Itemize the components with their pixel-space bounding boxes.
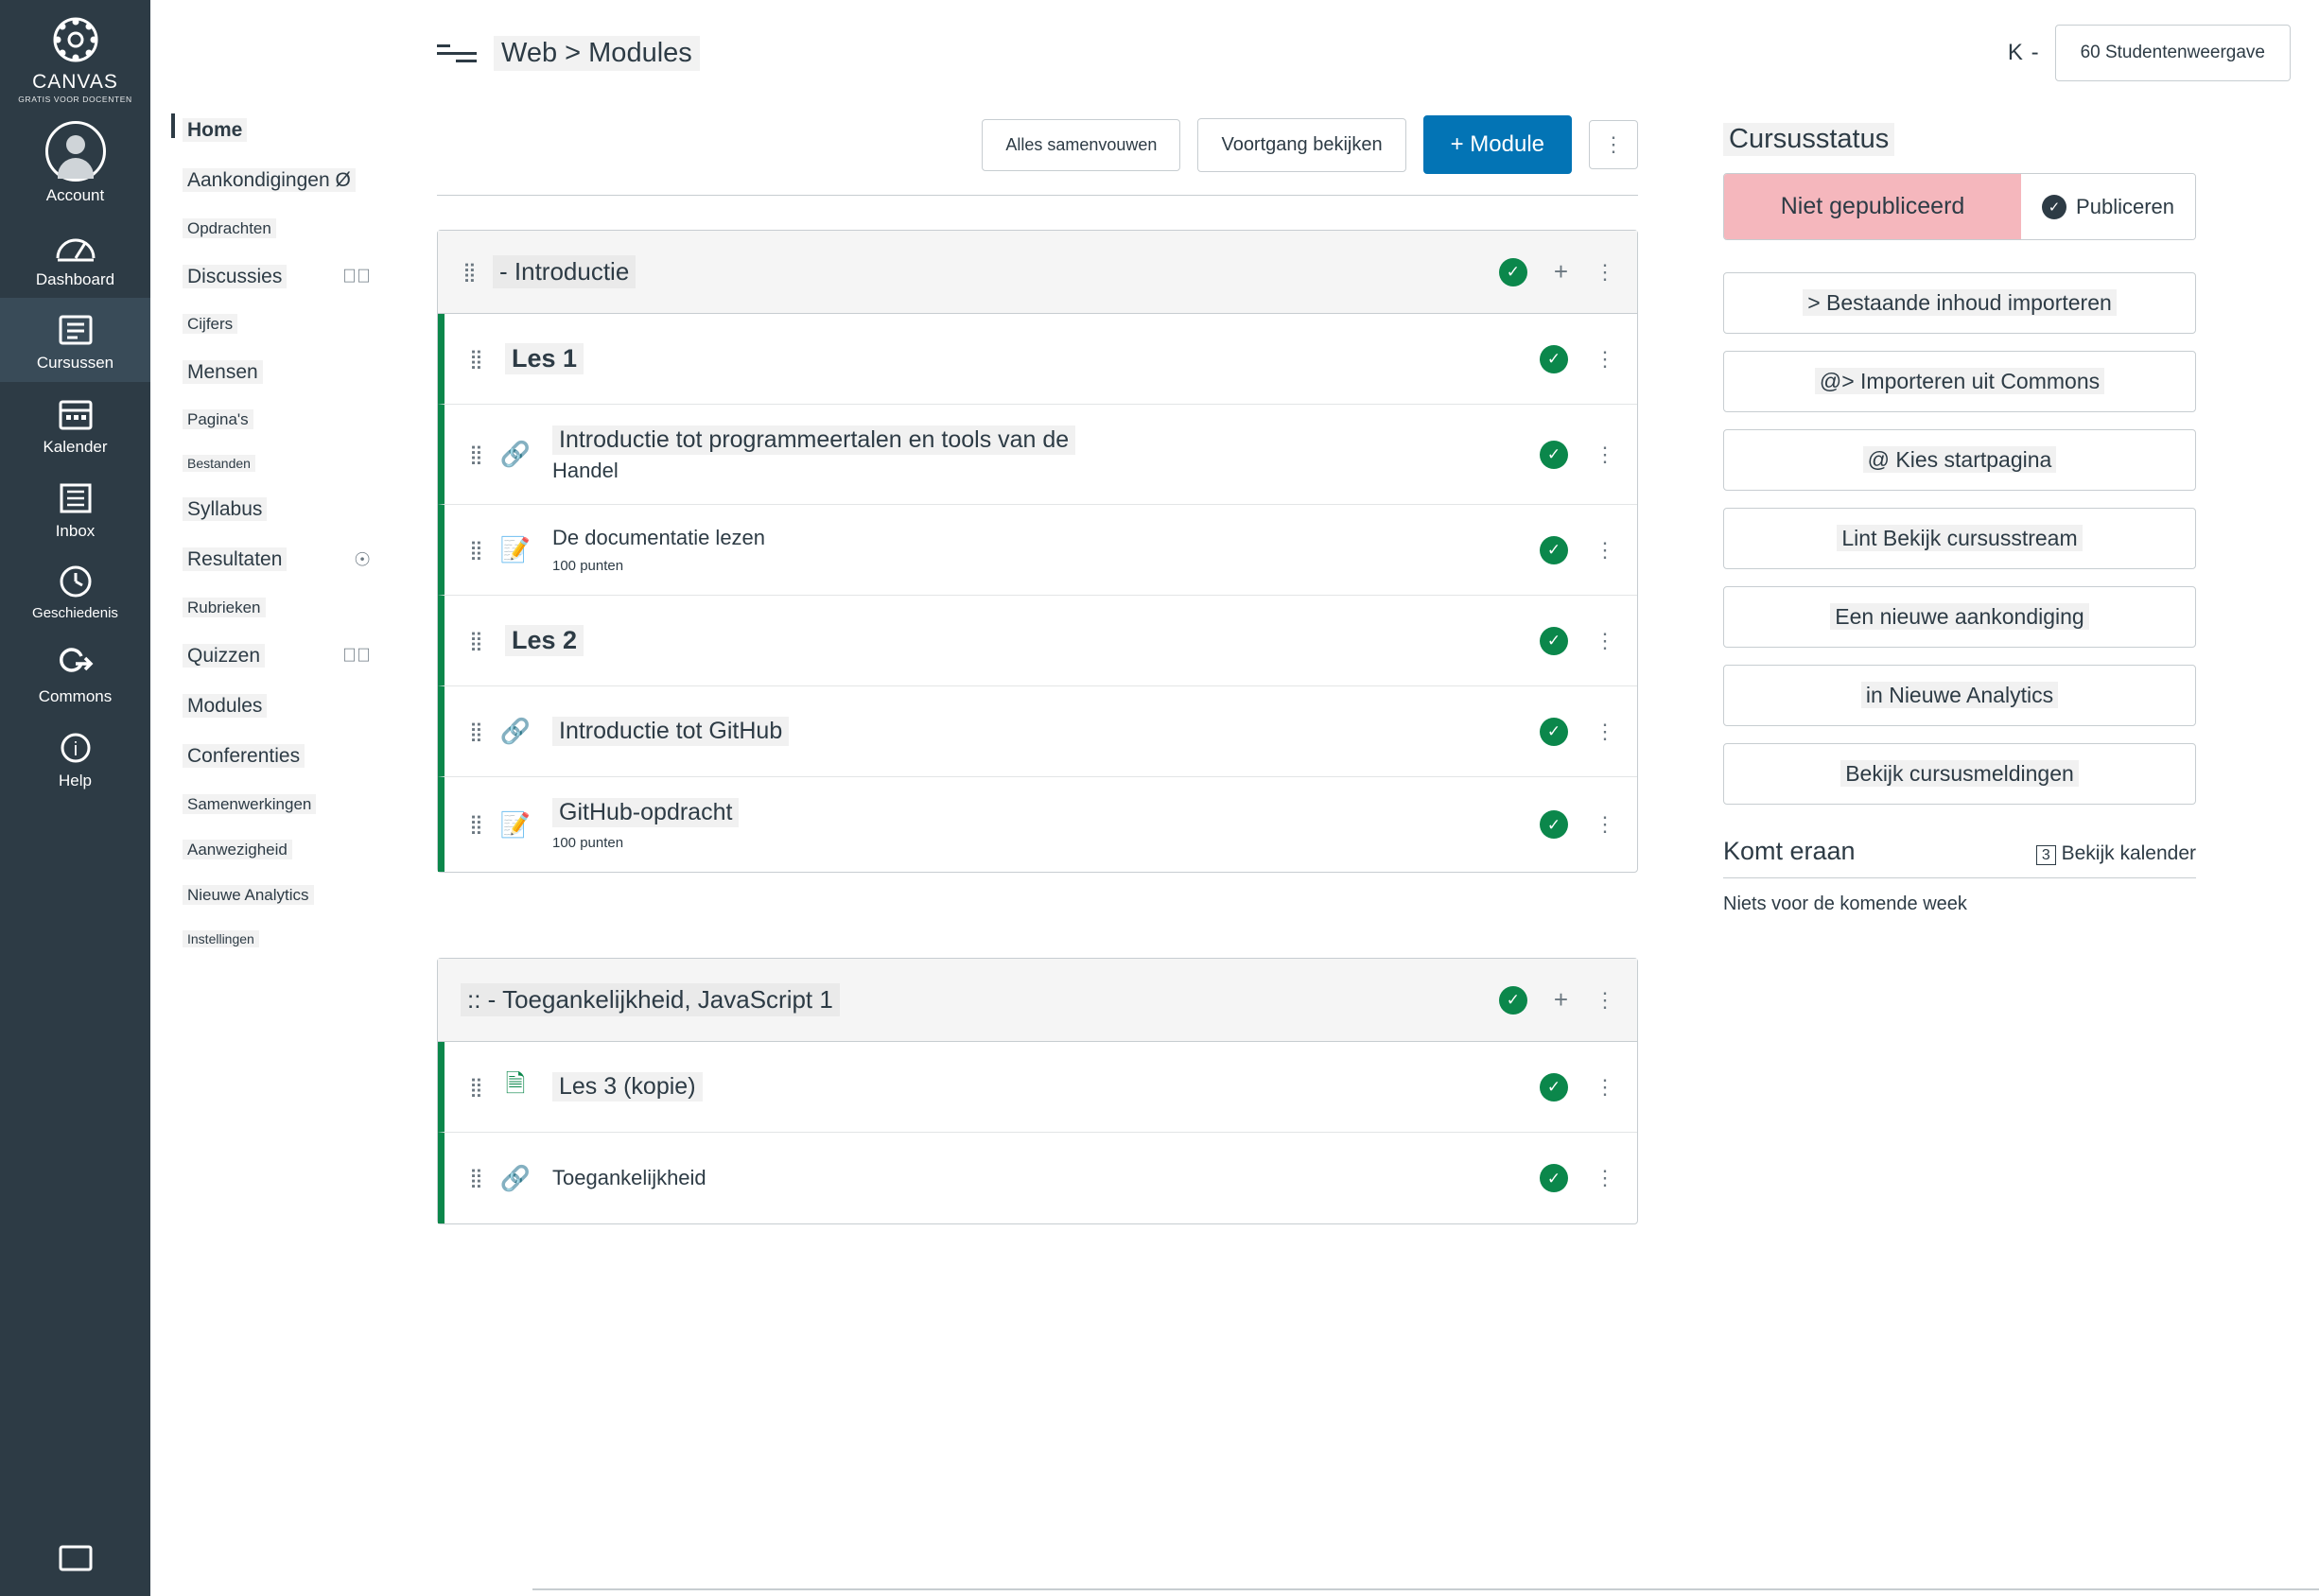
nav-item-dashboard[interactable] — [0, 215, 150, 299]
module-item-title: De documentatie lezen — [552, 526, 766, 549]
module-item-body — [552, 425, 1075, 483]
course-nav-rubrieken-label: Rubrieken — [183, 598, 266, 617]
nav-item-commons[interactable] — [0, 632, 150, 716]
course-nav-opdrachten[interactable] — [150, 213, 382, 246]
course-nav-instellingen[interactable] — [150, 925, 382, 954]
course-nav-resultaten-label: Resultaten — [183, 547, 287, 571]
item-kebab-icon[interactable]: ⋮ — [1595, 442, 1614, 466]
module-item-body — [552, 717, 789, 746]
course-nav-cijfers-label: Cijfers — [183, 314, 237, 334]
publish-status-icon[interactable]: ✓ — [1540, 1073, 1568, 1102]
module-item-actions — [1540, 345, 1614, 373]
view-calendar-link[interactable] — [2036, 842, 2196, 865]
hidden-eye-icon: 👁⃠ — [342, 645, 371, 667]
publish-status-icon[interactable]: ✓ — [1540, 1164, 1568, 1192]
module-item-actions — [1540, 536, 1614, 564]
logo-subtitle: GRATIS VOOR DOCENTEN — [18, 95, 132, 104]
publish-button[interactable] — [2021, 174, 2195, 239]
global-navigation — [0, 0, 150, 1596]
course-nav-bestanden-label: Bestanden — [183, 455, 255, 472]
module-item-body — [505, 625, 584, 656]
assignment-icon: 📝 — [499, 535, 532, 564]
publish-status-bar — [1723, 173, 2196, 240]
course-nav-rubrieken[interactable] — [150, 592, 382, 625]
upcoming-empty-text: Niets voor de komende week — [1723, 893, 1967, 914]
course-nav-aanwezigheid[interactable] — [150, 834, 382, 867]
module-item-subtitle: Handel — [552, 459, 619, 482]
nav-label-cursussen: Cursussen — [36, 354, 114, 373]
nav-label-geschiedenis: Geschiedenis — [32, 605, 118, 622]
import-from-commons-label: @> Importeren uit Commons — [1815, 368, 2104, 394]
item-kebab-icon[interactable]: ⋮ — [1595, 628, 1614, 652]
nav-item-inbox[interactable] — [0, 466, 150, 550]
course-nav-aankondigingen-label: Aankondigingen Ø — [183, 168, 356, 192]
module-item-body — [552, 526, 765, 574]
header-actions — [2008, 25, 2291, 81]
item-kebab-icon[interactable]: ⋮ — [1595, 1166, 1614, 1189]
choose-home-page-label: @ Kies startpagina — [1863, 446, 2057, 473]
help-icon — [55, 729, 96, 767]
item-kebab-icon[interactable]: ⋮ — [1595, 346, 1614, 371]
page-header — [382, 0, 2319, 106]
course-nav-aanwezigheid-label: Aanwezigheid — [183, 840, 292, 859]
toolbar-divider — [437, 195, 1638, 196]
course-nav-conferenties[interactable] — [150, 737, 382, 775]
user-initial: K - — [2007, 40, 2040, 65]
course-nav-samenwerkingen[interactable] — [150, 789, 382, 822]
module-item-title: Introductie tot GitHub — [552, 717, 789, 746]
nav-label-inbox: Inbox — [55, 521, 96, 540]
drag-handle-icon[interactable]: ⣿ — [469, 814, 482, 835]
module-item-subheader[interactable] — [438, 314, 1637, 405]
course-nav-mensen[interactable] — [150, 354, 382, 391]
item-kebab-icon[interactable]: ⋮ — [1595, 719, 1614, 743]
nav-item-account[interactable] — [0, 108, 150, 215]
module-item-assignment[interactable] — [438, 777, 1637, 872]
nav-item-geschiedenis[interactable] — [0, 549, 150, 632]
avatar-icon — [45, 121, 106, 182]
module-item-actions — [1540, 718, 1614, 746]
upcoming-section-header — [1723, 837, 2196, 878]
choose-home-page-button[interactable] — [1723, 429, 2196, 491]
course-nav-opdrachten-label: Opdrachten — [183, 218, 276, 238]
link-icon: 🔗 — [499, 1163, 532, 1192]
course-nav-modules[interactable] — [150, 687, 382, 725]
module-item-link[interactable] — [438, 686, 1637, 777]
modules-kebab-button[interactable]: ⋮ — [1589, 120, 1638, 169]
drag-handle-icon[interactable]: ⣿ — [469, 1076, 482, 1098]
nav-label-commons: Commons — [38, 686, 113, 705]
page-icon: 🗎 — [505, 1068, 526, 1098]
view-calendar-label: Bekijk kalender — [2061, 842, 2196, 864]
drag-handle-icon[interactable]: ⣿ — [469, 443, 482, 465]
module-item-title: Introductie tot programmeertalen en tools van de — [552, 425, 1075, 455]
link-icon: 🔗 — [499, 717, 532, 745]
new-announcement-label: Een nieuwe aankondiging — [1830, 603, 2088, 630]
item-kebab-icon[interactable]: ⋮ — [1595, 812, 1614, 836]
nav-collapse-toggle[interactable] — [0, 1542, 150, 1579]
course-nav-resultaten[interactable] — [150, 541, 382, 579]
assignment-icon: 📝 — [499, 809, 532, 839]
drag-handle-icon[interactable]: ⣿ — [469, 1168, 482, 1188]
canvas-logo-icon — [51, 15, 100, 64]
check-icon: ✓ — [2042, 195, 2066, 219]
svg-text:i: i — [73, 738, 78, 760]
upcoming-title: Komt eraan — [1723, 837, 1856, 865]
module-kebab-icon[interactable]: ⋮ — [1595, 259, 1614, 284]
module-card — [437, 958, 1638, 1224]
course-status-title: Cursusstatus — [1723, 123, 1894, 156]
module-item-actions — [1540, 1073, 1614, 1102]
course-nav-nieuwe-analytics[interactable] — [150, 879, 382, 912]
new-analytics-label: in Nieuwe Analytics — [1861, 682, 2058, 708]
nav-label-kalender: Kalender — [43, 438, 108, 457]
modules-column — [437, 106, 1638, 1310]
item-kebab-icon[interactable]: ⋮ — [1595, 1074, 1614, 1099]
collapse-icon — [55, 1542, 96, 1574]
course-nav-home-label: Home — [183, 118, 247, 142]
course-nav-syllabus[interactable] — [150, 491, 382, 529]
course-nav-aankondigingen[interactable] — [150, 162, 382, 200]
unpublished-badge: Niet gepubliceerd — [1724, 174, 2021, 239]
calendar-badge: 3 — [2036, 845, 2056, 865]
course-nav-nieuwe-analytics-label: Nieuwe Analytics — [183, 885, 314, 905]
course-nav-discussies[interactable] — [150, 258, 382, 296]
module-item-link[interactable] — [438, 1133, 1637, 1223]
inbox-icon — [55, 479, 96, 517]
module-item-title: GitHub-opdracht — [552, 798, 739, 827]
course-navigation — [150, 0, 382, 1596]
hidden-eye-icon: ☉ — [354, 549, 371, 571]
commons-icon — [55, 645, 96, 683]
nav-label-help: Help — [59, 771, 92, 789]
nav-item-help[interactable] — [0, 716, 150, 800]
module-item-subheader[interactable] — [438, 596, 1637, 686]
nav-item-cursussen[interactable] — [0, 298, 150, 382]
course-status-sidebar — [1723, 106, 2196, 1310]
module-item-page[interactable] — [438, 1042, 1637, 1133]
new-analytics-button[interactable] — [1723, 665, 2196, 726]
module-item-actions — [1540, 627, 1614, 655]
module-item-body — [552, 1072, 703, 1102]
add-module-button[interactable]: + Module — [1423, 115, 1572, 174]
publish-status-icon[interactable]: ✓ — [1540, 718, 1568, 746]
module-item-assignment[interactable] — [438, 505, 1637, 596]
publish-status-icon[interactable]: ✓ — [1540, 810, 1568, 839]
item-kebab-icon[interactable]: ⋮ — [1595, 537, 1614, 562]
course-nav-quizzen-label: Quizzen — [183, 644, 265, 668]
module-item-link[interactable] — [438, 405, 1637, 505]
module-item-actions — [1540, 810, 1614, 839]
publish-button-label: Publiceren — [2076, 194, 2174, 218]
module-item-actions — [1540, 1164, 1614, 1192]
module-kebab-icon[interactable]: ⋮ — [1595, 987, 1614, 1012]
course-nav-samenwerkingen-label: Samenwerkingen — [183, 794, 316, 814]
nav-label-dashboard: Dashboard — [35, 269, 115, 288]
module-item-points: 100 punten — [552, 558, 624, 574]
module-header-actions — [1499, 257, 1614, 286]
drag-handle-icon[interactable]: ⣿ — [469, 348, 482, 370]
course-nav-cijfers[interactable] — [150, 308, 382, 341]
course-nav-instellingen-label: Instellingen — [183, 930, 259, 947]
module-item-body — [552, 1166, 706, 1190]
menu-toggle-icon[interactable] — [437, 40, 477, 67]
module-item-points: 100 punten — [552, 835, 624, 851]
page-bottom-divider — [532, 1588, 2319, 1590]
view-course-notifications-label: Bekijk cursusmeldingen — [1840, 760, 2079, 787]
publish-status-icon[interactable]: ✓ — [1540, 536, 1568, 564]
module-card — [437, 230, 1638, 873]
course-nav-syllabus-label: Syllabus — [183, 497, 267, 521]
publish-status-icon[interactable]: ✓ — [1540, 627, 1568, 655]
import-existing-content-label: > Bestaande inhoud importeren — [1803, 289, 2117, 316]
student-view-button[interactable]: 60 Studentenweergave — [2055, 25, 2291, 81]
link-icon: 🔗 — [499, 440, 532, 468]
module-item-title: Les 2 — [505, 625, 584, 656]
course-nav-paginas[interactable] — [150, 404, 382, 437]
add-item-icon[interactable]: + — [1553, 985, 1568, 1014]
module-title: :: - Toegankelijkheid, JavaScript 1 — [461, 983, 840, 1016]
view-progress-button[interactable]: Voortgang bekijken — [1197, 118, 1405, 172]
module-title: - Introductie — [493, 255, 636, 288]
breadcrumb: Web > Modules — [494, 36, 700, 71]
drag-handle-icon[interactable]: ⣿ — [469, 630, 482, 651]
module-header-actions — [1499, 985, 1614, 1015]
calendar-icon — [55, 395, 96, 433]
module-header[interactable] — [438, 231, 1637, 314]
publish-status-icon[interactable]: ✓ — [1499, 986, 1527, 1015]
nav-label-account: Account — [45, 186, 105, 204]
course-nav-bestanden[interactable] — [150, 449, 382, 478]
course-nav-modules-label: Modules — [183, 694, 267, 718]
course-nav-paginas-label: Pagina's — [183, 409, 253, 429]
view-course-stream-button[interactable] — [1723, 508, 2196, 569]
module-item-title: Les 3 (kopie) — [552, 1072, 703, 1102]
view-course-stream-label: Lint Bekijk cursusstream — [1837, 525, 2082, 551]
drag-handle-icon[interactable]: ⣿ — [462, 261, 476, 283]
course-nav-discussies-label: Discussies — [183, 265, 287, 288]
new-announcement-button[interactable] — [1723, 586, 2196, 648]
course-nav-conferenties-label: Conferenties — [183, 744, 305, 768]
drag-handle-icon[interactable]: ⣿ — [469, 720, 482, 742]
publish-status-icon[interactable]: ✓ — [1499, 258, 1527, 286]
course-nav-quizzen[interactable] — [150, 637, 382, 675]
view-course-notifications-button[interactable] — [1723, 743, 2196, 805]
content-area — [382, 106, 2319, 1310]
module-item-title: Toegankelijkheid — [552, 1166, 706, 1189]
hidden-eye-icon: 👁⃠ — [342, 266, 371, 287]
add-item-icon[interactable]: + — [1553, 257, 1568, 286]
history-icon — [55, 563, 96, 600]
logo-title: CANVAS — [32, 71, 118, 93]
canvas-logo — [18, 15, 131, 104]
modules-toolbar — [437, 106, 1638, 195]
module-item-title: Les 1 — [505, 343, 584, 374]
nav-item-kalender[interactable] — [0, 382, 150, 466]
module-item-actions — [1540, 441, 1614, 469]
courses-icon — [55, 311, 96, 349]
module-header[interactable] — [438, 959, 1637, 1042]
main-content — [382, 0, 2319, 1596]
module-item-body — [552, 798, 739, 851]
dashboard-icon — [54, 228, 97, 266]
course-nav-home[interactable] — [150, 112, 382, 149]
import-existing-content-button[interactable] — [1723, 272, 2196, 334]
publish-status-icon[interactable]: ✓ — [1540, 441, 1568, 469]
publish-status-icon[interactable]: ✓ — [1540, 345, 1568, 373]
course-nav-mensen-label: Mensen — [183, 360, 263, 384]
import-from-commons-button[interactable] — [1723, 351, 2196, 412]
collapse-all-button[interactable]: Alles samenvouwen — [982, 119, 1180, 171]
drag-handle-icon[interactable]: ⣿ — [469, 539, 482, 561]
module-item-body — [505, 343, 584, 374]
